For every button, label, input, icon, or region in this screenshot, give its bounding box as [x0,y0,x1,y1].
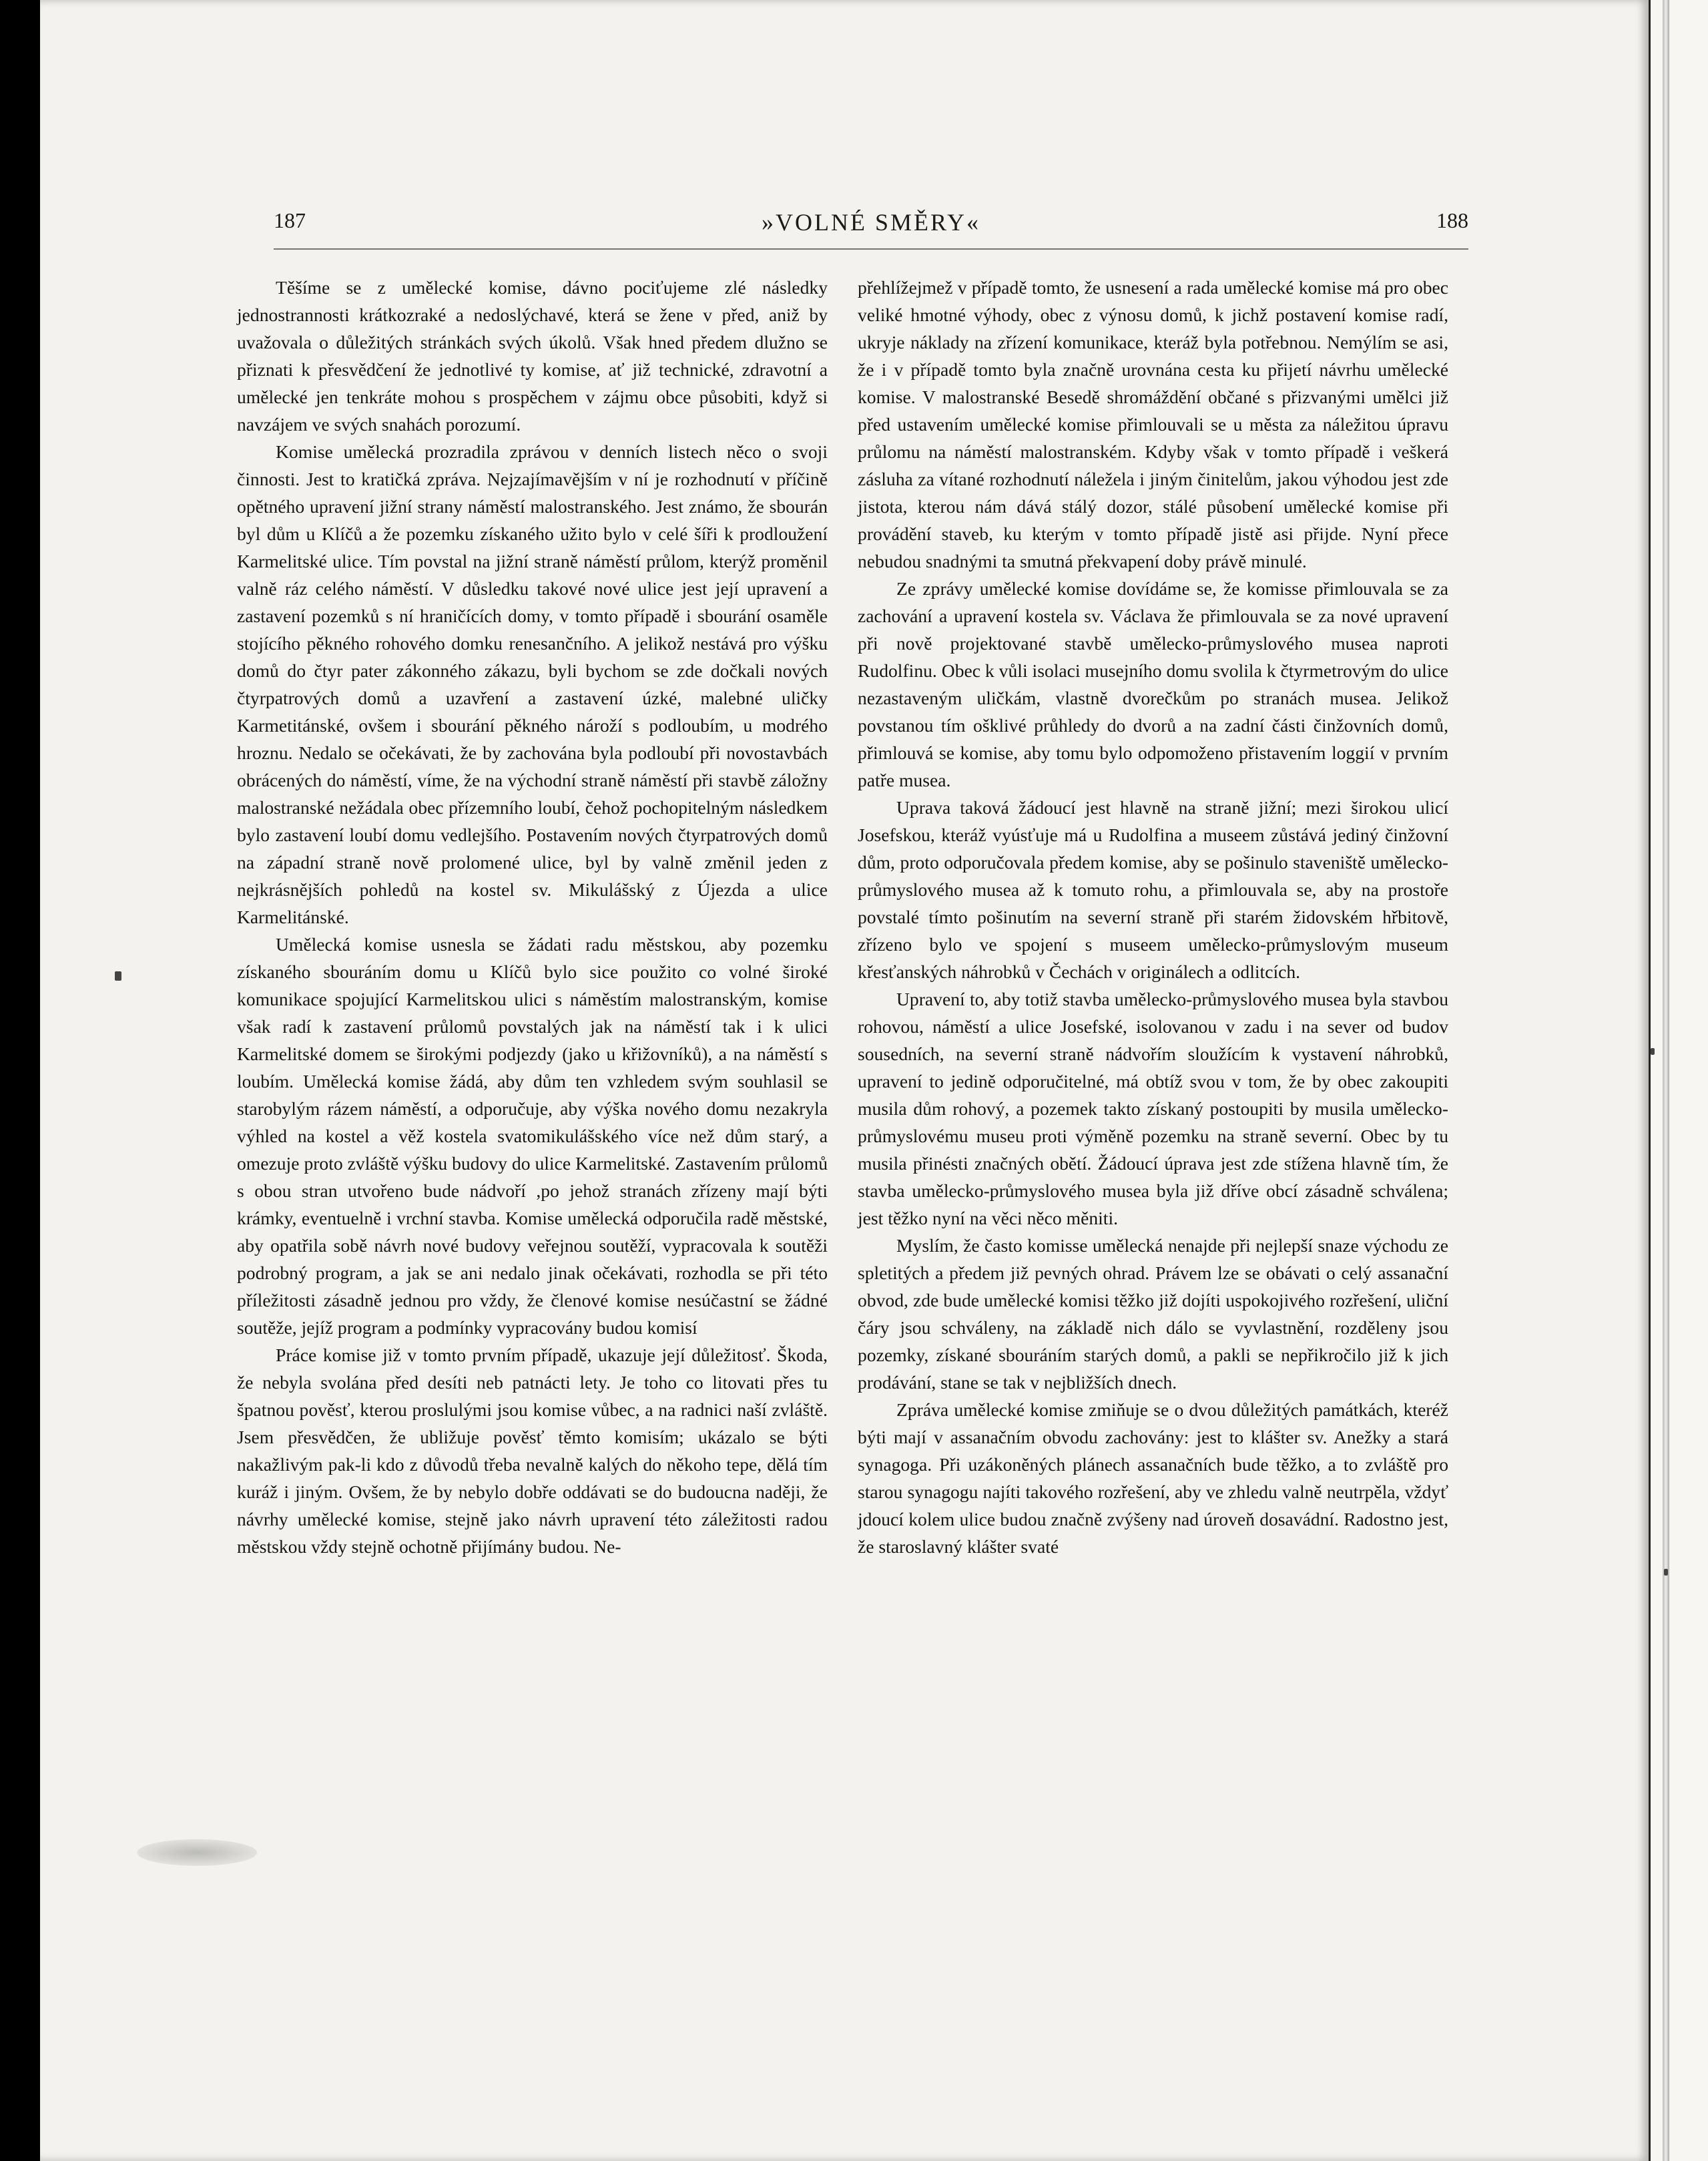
speck-mark [115,971,121,981]
paragraph: Umělecká komise usnesla se žádati radu městskou, aby pozemku získaného sbouráním domu u Klíčů bylo sice použito co volné široké komunikace spojující Karmelitskou ulici s náměstím malostranským, komise však radí k zastavení průlomů povstalých jak na náměstí tak i k ulici Karmelitské domem se širokými podjezdy (jako u křižovníků), a na náměstí s loubím. Umělecká komise žádá, aby dům ten vzhledem svým souhlasil se starobylým rázem náměstí, a odporučuje, aby výška nového domu nezakryla výhled na kostel a věž kostela svatomikulášského více než dům starý, a omezuje proto zvláště výšku budovy do ulice Karmelitské. Zastavením průlomů s obou stran utvořeno bude nádvoří ,po jehož stranách zřízeny mají býti krámky, eventuelně i vrchní stavba. Komise umělecká odporučila radě městské, aby opatřila sobě návrh nové budovy veřejnou soutěží, vypracovala k soutěži podrobný program, a jak se ani nedalo jinak očekávati, rozhodla se při této příležitosti zásadně jednou pro vždy, že členové komise nesúčastní se žádné soutěže, jejíž program a podmínky vypracovány budou komisí [237,934,828,1338]
left-text-column [237,274,828,1560]
page-number-right: 188 [1436,208,1468,232]
speck-mark [1651,1048,1655,1055]
paragraph: Upravení to, aby totiž stavba umělecko-průmyslového musea byla stavbou rohovou, náměstí a ulice Josefské, isolovanou v zadu i na sever od budov sousedních, na severní straně nádvořím sloužícím k vystavení náhrobků, upravení to jedině odporučitelné, má obtíž svou v tom, že by obec zakoupiti musila dům rohový, a pozemek takto získaný postoupiti by musila umělecko-průmyslovému museu proti výměně pozemku na straně severní. Obec by tu musila přinésti značných obětí. Žádoucí úprava jest zde stížena hlavně tím, že stavba umělecko-průmyslového musea byla již dříve obcí zásadně schválena; jest těžko nyní na věci něco měniti. [858,989,1448,1228]
journal-title: »VOLNÉ SMĚRY« [761,209,981,236]
speck-mark [1664,1569,1668,1576]
right-text-column [858,274,1448,1560]
paragraph: přehlížejmež v případě tomto, že usnesení a rada umělecké komise má pro obec veliké hmotné výhody, obec z výnosu domů, k jichž postavení komise radí, ukryje náklady na zřízení komunikace, kteráž byla potřebnou. Nemýlím se asi, že i v případě tomto byla značně urovnána cesta ku přijetí návrhu umělecké komise. V malostranské Besedě shromáždění občané s přizvanými umělci již před ustavením umělecké komise přimlouvali se u města za náležitou úpravu průlomu na náměstí malostranském. Kdyby však v tomto případě i veškerá zásluha za vítané rozhodnutí náležela i jiným činitelům, jakou výhodou jest zde jistota, kterou nám dává stálý dozor, stálé působení umělecké komise při provádění staveb, ku kterým v tomto případě jistě asi přijde. Nyní přece nebudou snadnými ta smutná překvapení doby právě minulé. [858,277,1448,571]
paragraph: Zpráva umělecké komise zmiňuje se o dvou důležitých památkách, kteréž býti mají v assanačním obvodu zachovány: jest to klášter sv. Anežky a stará synagoga. Při uzákoněných plánech assanačních bude těžko, a to zvláště pro starou synagogu najíti takového rozřešení, aby ve zhledu valně neutrpěla, vždyť jdoucí kolem ulice budou značně zvýšeny nad úroveň dosavádní. Radostno jest, že staroslavný klášter svaté [858,1399,1448,1557]
ink-smudge [137,1839,257,1866]
paragraph: Myslím, že často komisse umělecká nenajde při nejlepší snaze východu ze spletitých a předem již pevných ohrad. Právem lze se obávati o celý assanační obvod, zde bude umělecké komisi těžko již dojíti uspokojivého rozřešení, uliční čáry jsou schváleny, na základě nich dálo se vyvlastnění, rozděleny jsou pozemky, získané sbouráním starých domů, a pakli se nepřikročilo již k jich prodávání, stane se tak v nejbližších dnech. [858,1235,1448,1393]
page-binding-edge [1649,0,1708,2161]
paragraph: Komise umělecká prozradila zprávou v denních listech něco o svoji činnosti. Jest to kratičká zpráva. Nejzajímavějším v ní je rozhodnutí v příčině opětného upravení jižní strany náměstí malostranského. Jest známo, že sbourán byl dům u Klíčů a že pozemku získaného užito bylo v celé šíři k prodloužení Karmelitské ulice. Tím povstal na jižní straně náměstí průlom, kterýž proměnil valně ráz celého náměstí. V důsledku takové nové ulice jest její upravení a zastavení pozemků s ní hraničících domy, v tomto případě i sbourání osaměle stojícího pěkného rohového domku renesančního. A jelikož nestává pro výšku domů do čtyr pater zákonného zákazu, byli bychom se zde dočkali nových čtyrpatrových domů a uzavření a zastavení úzké, malebné uličky Karmetitánské, ovšem i sbourání pěkného nároží s podloubím, u modrého hroznu. Nedalo se očekávati, že by zachována byla podloubí při novostavbách obrácených do náměstí, víme, že na východní straně náměstí při stavbě záložny malostranské nežádala obec přízemního loubí, čehož pochopitelným následkem bylo zastavení loubí domu vedlejšího. Postavením nových čtyrpatrových domů na západní straně nově prolomené ulice, byl by valně změnil jeden z nejkrásnějších pohledů na kostel sv. Mikulášský z Újezda a ulice Karmelitánské. [237,441,828,927]
paragraph: Ze zprávy umělecké komise dovídáme se, že komisse přimlouvala se za zachování a upravení kostela sv. Václava že přimlouvala se za nové upravení při nově projektované stavbě umělecko-průmyslového musea naproti Rudolfinu. Obec k vůli isolaci musejního domu svolila k čtyrmetrovým do ulice nezastaveným uličkám, vlastně dvorečkům po stranách musea. Jelikož povstanou tím ošklivé průhledy do dvorů a na zadní části činžovních domů, přimlouvá se komise, aby tomu bylo odpomoženo přistavením loggií v prvním patře musea. [858,578,1448,790]
page-header [274,200,1468,250]
page-number-left: 187 [274,208,306,232]
paragraph: Práce komise již v tomto prvním případě, ukazuje její důležitosť. Škoda, že nebyla svolána před desíti neb patnácti lety. Je toho co litovati přes tu špatnou pověsť, kterou proslulými jsou komise vůbec, a na radnici naší zvláště. Jsem přesvědčen, že ubližuje pověsť těmto komisím; ukázalo se býti nakažlivým pak-li kdo z důvodů třeba nevalně kalých do někoho tepe, dělá tím kuráž i jiným. Ovšem, že by nebylo dobře oddávati se do budoucna naději, že návrhy umělecké komise, stejně jako návrh upravení této záležitosti radou městskou vždy stejně ochotně přijímány budou. Ne- [237,1345,828,1557]
paragraph: Uprava taková žádoucí jest hlavně na straně jižní; mezi širokou ulicí Josefskou, kteráž vyúsťuje má u Rudolfina a museem zůstává jediný činžovní dům, proto odporučovala předem komise, aby se pošinulo staveniště umělecko-průmyslového musea až k tomuto rohu, a přimlouvala se, aby na prostoře povstalé tímto pošinutím na severní straně při starém židovském hřbitově, zřízeno bylo ve spojení s museem umělecko-průmyslovým museum křesťanských náhrobků v Čechách v originálech a odlitcích. [858,797,1448,982]
paragraph: Těšíme se z umělecké komise, dávno pociťujeme zlé následky jednostrannosti krátkozraké a nedoslýchavé, která se žene v před, aniž by uvažovala o důležitých stránkách svých úkolů. Však hned předem dlužno se přiznati k přesvědčení že jednotlivé ty komise, ať již technické, zdravotní a umělecké jen tenkráte mohou s prospěchem v zájmu obce působiti, když si navzájem ve svých snahách porozumí. [237,277,828,435]
